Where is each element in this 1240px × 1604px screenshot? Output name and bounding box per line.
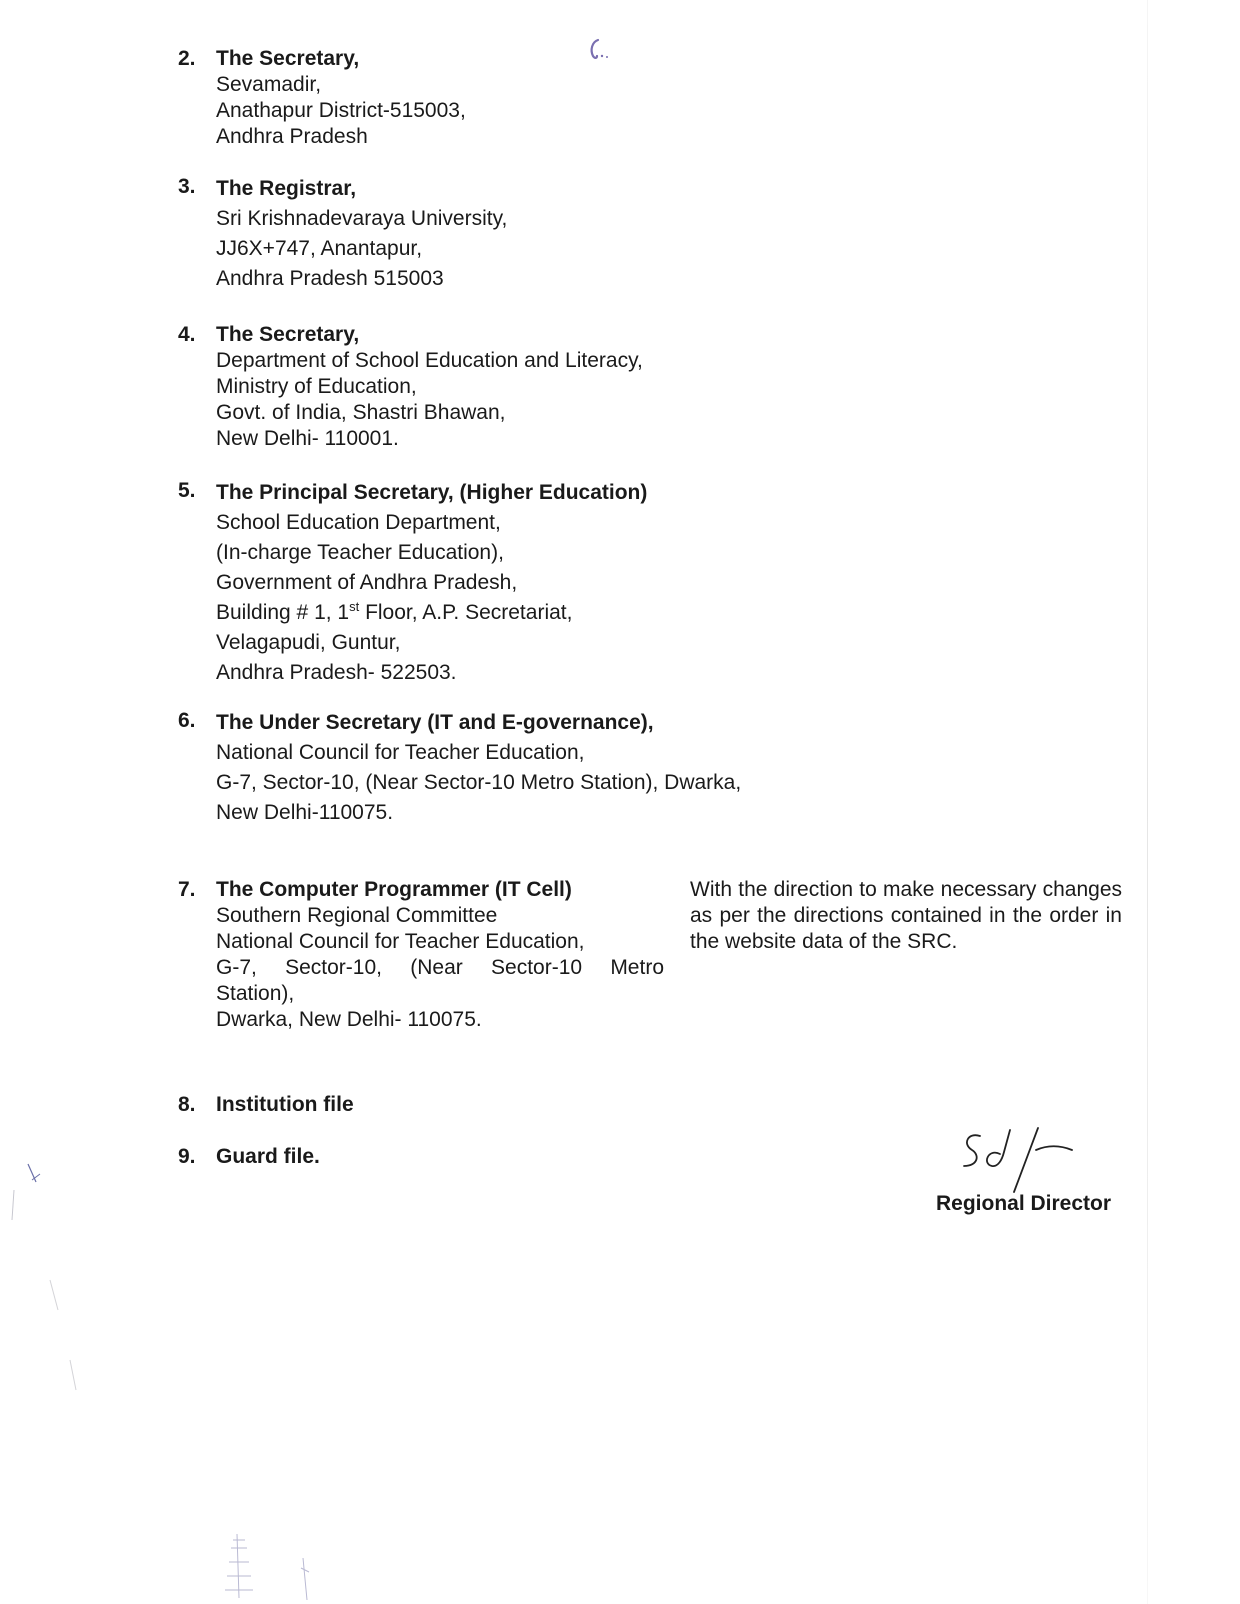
address-line: Government of Andhra Pradesh, — [216, 571, 518, 594]
address-line: New Delhi-110075. — [216, 801, 394, 824]
entry-title: The Under Secretary (IT and E-governance), — [216, 711, 654, 734]
address-text: Building # 1, 1 — [216, 601, 350, 624]
margin-scan-mark — [10, 1160, 90, 1400]
recipient-entry-7 — [178, 877, 664, 1033]
entry-title: The Registrar, — [216, 177, 357, 200]
address-line: Southern Regional Committee — [216, 904, 498, 927]
address-text: Floor, A.P. Secretariat, — [359, 601, 573, 624]
recipient-entry-2 — [178, 46, 466, 150]
address-line: Velagapudi, Guntur, — [216, 631, 401, 654]
entry-number: 6. — [178, 709, 196, 732]
address-line: Andhra Pradesh 515003 — [216, 267, 444, 290]
recipient-entry-3 — [178, 174, 507, 294]
entry-title: Guard file. — [216, 1145, 320, 1168]
recipient-entry-8 — [178, 1092, 354, 1118]
entry-number: 5. — [178, 479, 196, 502]
address-line: Andhra Pradesh- 522503. — [216, 661, 457, 684]
address-line: Ministry of Education, — [216, 375, 417, 398]
address-line: (In-charge Teacher Education), — [216, 541, 504, 564]
scan-edge-shadow — [1147, 0, 1148, 1604]
entry-7-note: With the direction to make necessary changes as per the directions contained in the order in the website data of the SRC. — [690, 878, 1122, 953]
pen-mark-icon — [584, 34, 614, 64]
address-line — [216, 598, 647, 628]
signatory-designation: Regional Director — [936, 1192, 1112, 1215]
entry-title: The Secretary, — [216, 323, 360, 346]
address-line: Sevamadir, — [216, 73, 322, 96]
address-line: National Council for Teacher Education, — [216, 930, 585, 953]
address-line: New Delhi- 110001. — [216, 427, 399, 450]
entry-number: 3. — [178, 175, 196, 198]
recipient-entry-5 — [178, 478, 647, 688]
address-line: Govt. of India, Shastri Bhawan, — [216, 401, 506, 424]
address-line: School Education Department, — [216, 511, 501, 534]
entry-number: 9. — [178, 1145, 196, 1168]
recipient-entry-4 — [178, 322, 643, 452]
address-line: National Council for Teacher Education, — [216, 741, 585, 764]
entry-title: The Secretary, — [216, 47, 360, 70]
entry-title: Institution file — [216, 1093, 354, 1116]
address-line: G-7, Sector-10, (Near Sector-10 Metro — [216, 956, 664, 979]
address-line: G-7, Sector-10, (Near Sector-10 Metro Station), Dwarka, — [216, 771, 742, 794]
address-line: Anathapur District-515003, — [216, 99, 466, 122]
entry-number: 2. — [178, 47, 196, 70]
recipient-entry-9 — [178, 1144, 320, 1170]
entry-title: The Principal Secretary, (Higher Education) — [216, 481, 648, 504]
address-line: Andhra Pradesh — [216, 125, 368, 148]
address-line: JJ6X+747, Anantapur, — [216, 237, 423, 260]
faint-stamp-mark — [205, 1528, 325, 1604]
address-line: Dwarka, New Delhi- 110075. — [216, 1008, 482, 1031]
entry-number: 4. — [178, 323, 196, 346]
ordinal-suffix: st — [349, 599, 360, 614]
handwritten-signature — [958, 1124, 1108, 1194]
entry-title: The Computer Programmer (IT Cell) — [216, 878, 572, 901]
address-line: Department of School Education and Literacy, — [216, 349, 643, 372]
address-line: Station), — [216, 982, 295, 1005]
entry-number: 7. — [178, 878, 196, 901]
recipient-entry-6 — [178, 708, 741, 828]
entry-number: 8. — [178, 1093, 196, 1116]
address-line: Sri Krishnadevaraya University, — [216, 207, 508, 230]
